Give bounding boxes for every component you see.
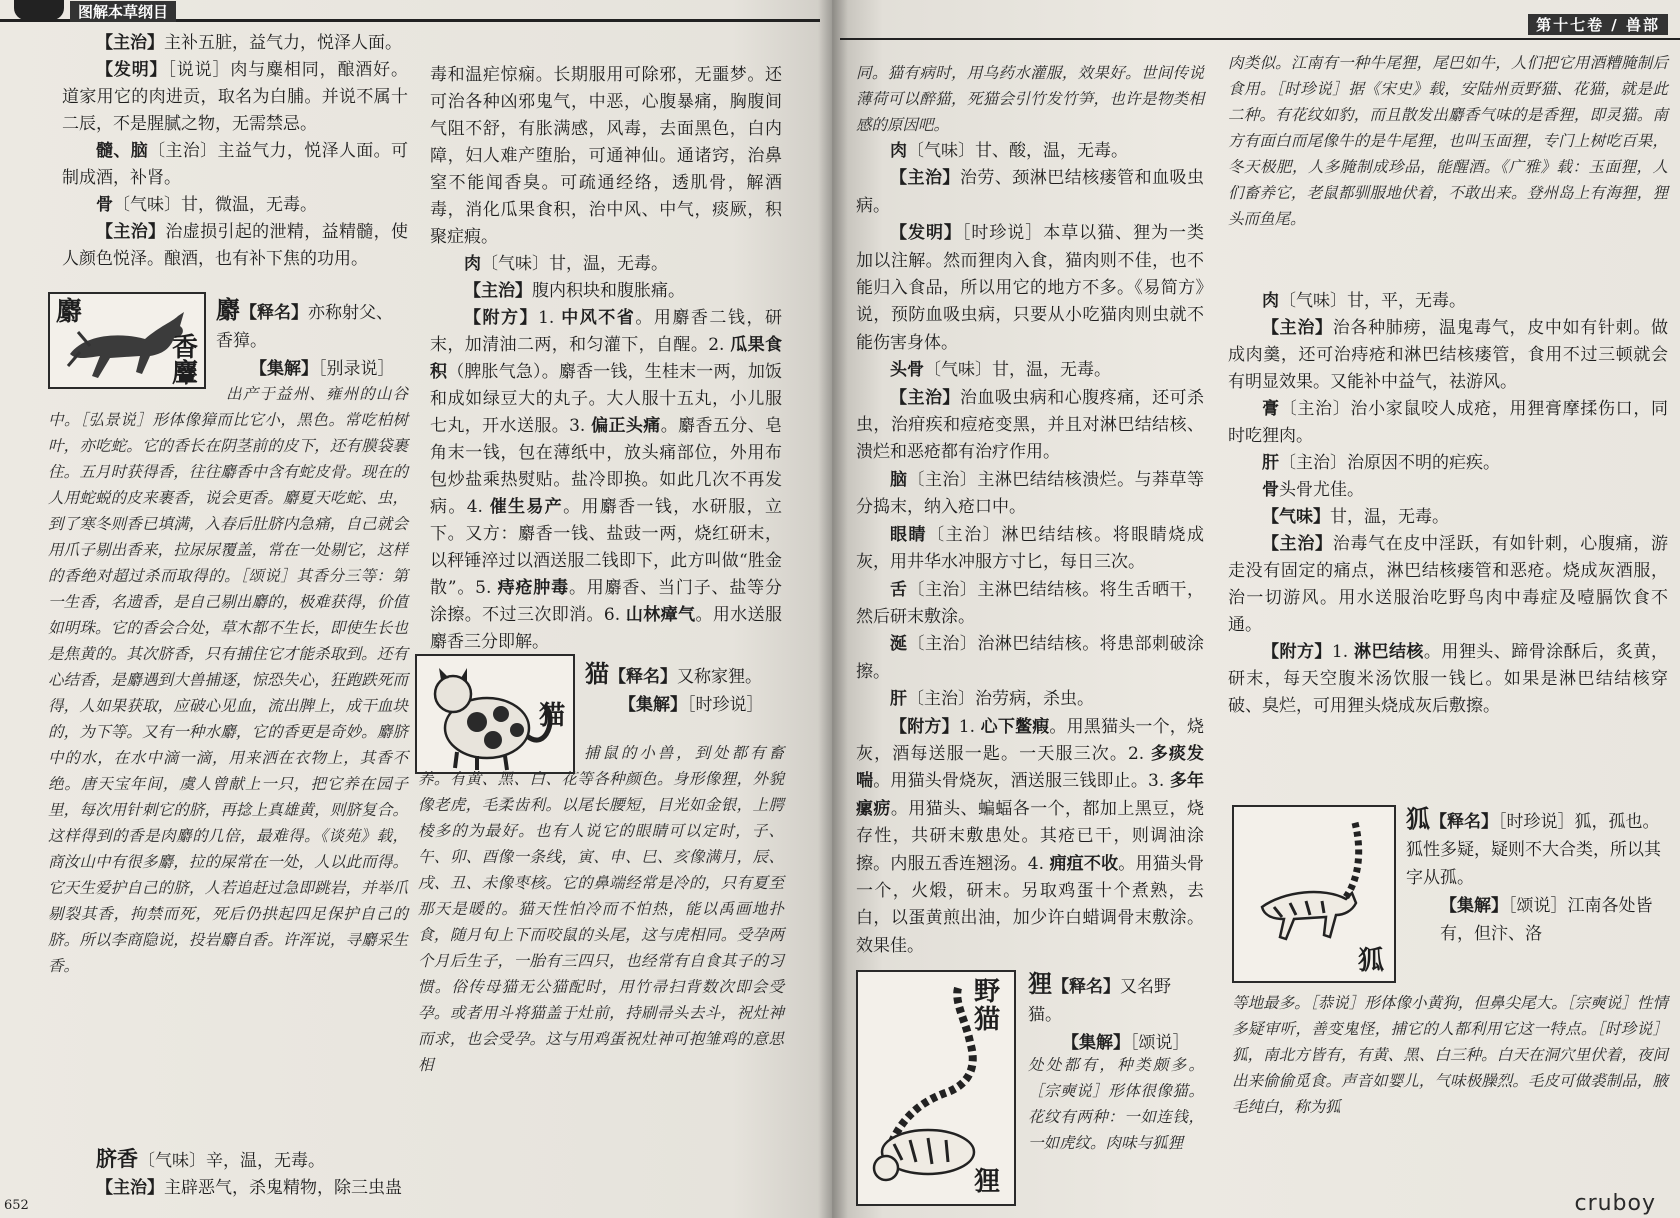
paragraph: 肝〔主治〕治劳病，杀虫。 — [890, 689, 1094, 710]
paragraph: 脑〔主治〕主淋巴结结核溃烂。与莽草等分捣末，纳入疮口中。 — [856, 469, 1205, 518]
fox-fig-label: 狐 — [1358, 946, 1385, 976]
left-col1-top-paragraphs — [62, 30, 408, 273]
page-number: 652 — [4, 1198, 29, 1213]
right-page — [832, 0, 1680, 1218]
cat-fig-label: 猫 — [539, 701, 566, 731]
fox-entry-text: 狐【释名】［时珍说］狐，孤也。狐性多疑，疑则不大合类，所以其字从孤。 — [1406, 804, 1661, 888]
musk-fig-label-2: 香 — [172, 333, 199, 363]
paragraph: 毒和温疟惊痫。长期服用可除邪，无噩梦。还可治各种凶邪鬼气，中恶，心腹暴痛，胸腹间气阻不舒，有胀满感，风毒，去面黑色，白内障，妇人难产堕胎，可通神仙。通诸窍，治鼻窒不能闻香臭。可疏通经络，透肌骨，解酒毒，消化瓜果食积，治中风、中气，痰厥，积聚症瘕。 — [430, 65, 782, 247]
cat-jijie: 【集解】［时珍说］ — [619, 695, 764, 715]
paragraph: 涎〔主治〕治淋巴结结核。将患部刺破涂擦。 — [856, 634, 1205, 682]
paragraph: 肉〔气味〕甘、酸，温，无毒。 — [890, 141, 1128, 161]
paragraph: 脐香〔气味〕辛，温，无毒。 — [96, 1146, 325, 1171]
fox-figure — [1232, 805, 1396, 983]
paragraph: 【发明】［时珍说］本草以猫、狸为一类加以注解。然而狸肉入食，猫肉则不佳，也不能归入食品，所以用它的地方不多。《易简方》说，预防血吸虫病，只要从小吃猫肉则虫就不能伤害身体。 — [856, 223, 1205, 353]
wildcat-description: 处处都有，种类颇多。［宗奭说］形体很像猫。花纹有两种：一如连钱，一如虎纹。肉味与狐狸 — [1028, 1056, 1204, 1152]
wildcat-fig-label-1: 野 — [974, 977, 1001, 1007]
musk-fig-label-3: 麞 — [172, 359, 199, 389]
paragraph: 【主治】治毒气在皮中淫跃，有如针刺，心腹痛，游走没有固定的痛点，淋巴结核瘘管和恶疮。烧成灰酒服，治一切游风。用水送服治吃野鸟肉中毒症及噎膈饮食不通。 — [1228, 534, 1669, 635]
cat-entry-text: 猫【释名】又称家狸。 — [585, 659, 762, 688]
musk-description: 出产于益州、雍州的山谷中。［弘景说］形体像獐而比它小，黑色。常吃柏树叶，亦吃蛇。它的香长在阴茎前的皮下，还有膜袋裹住。五月时获得香，往往麝香中含有蛇皮骨。现在的人用蛇蜕的皮来裹香，说会更香。麝夏天吃蛇、虫，到了寒冬则香已填满，入春后肚脐内急痛，自己就会用爪子剔出香来，拉尿尿覆盖，常在一处剔它，这样的香绝对超过杀而取得的。［颂说］其香分三等：第一生香，名遗香，是自己剔出麝的，极难获得，价值如明珠。它的香会合处，草木都不生长，即使生长也是焦黄的。其次脐香，只有捕住它才能杀取到。还有心结香，是麝遇到大兽捕逐，惊恐失心，狂跑跌死而得，人如果获取，应破心见血，流出脾上，成干血块的，为下等。又有一种水麝，它的香更是奇妙。麝脐中的水，在水中滴一滴，用来洒在衣物上，其香不绝。唐天宝年间，虞人曾献上一只，把它养在园子里，每次用针刺它的脐，再捻上真雄黄，则脐复合。这样得到的香是肉麝的几倍，最难得。《谈苑》载，商汝山中有很多麝，拉的屎常在一处，人以此而得。它天生爱护自己的脐，人若追赶过急即跳岩，并举爪剔裂其香，拘禁而死，死后仍拱起四足保护自己的脐。所以李商隐说，投岩麝自香。许浑说，寻麝采生香。 — [48, 385, 408, 975]
right-col2-paragraphs — [1228, 288, 1668, 720]
right-header-title: 第十七卷 / 兽部 — [1528, 14, 1668, 35]
wildcat-fig-label-2: 猫 — [974, 1005, 1001, 1035]
wildcat-fig-label-3: 狸 — [974, 1167, 1001, 1197]
paragraph: 【附方】1. 淋巴结核。用狸头、蹄骨涂酥后，炙黄，研末，每天空腹米汤饮服一钱匕。如果是淋巴结结核穿破、臭烂，可用狸头烧成灰后敷擦。 — [1228, 642, 1669, 716]
paragraph: 肉〔气味〕甘，温，无毒。 — [464, 254, 668, 274]
cat-description: 捕鼠的小兽，到处都有畜养。有黄、黑、白、花等各种颜色。身形像狸，外貌像老虎，毛柔齿利。以尾长腰短，目光如金银，上腭棱多的为最好。也有人说它的眼睛可以定时，子、午、卯、酉像一条线，寅、申、巳、亥像满月，辰、戌、丑、未像枣核。它的鼻端经常是冷的，只有夏至那天是暖的。猫天性怕冷而不怕热，能以禹画地扑食，随月旬上下而咬鼠的头尾，这与虎相同。受孕两个月后生子，一胎有三四只，也经常有自食其子的习惯。俗传母猫无公猫配时，用竹帚扫背数次即会受孕。或者用斗将猫盖于灶前，持刷帚头去斗，祝灶神而求，也会受孕。这与用鸡蛋祝灶神可抱雏鸡的意思相 — [418, 744, 784, 1074]
wildcat-entry-text: 狸【释名】又名野猫。 — [1028, 969, 1171, 1025]
paragraph: 骨〔气味〕甘，微温，无毒。 — [96, 195, 317, 215]
fox-description: 等地最多。［恭说］形体像小黄狗，但鼻尖尾大。［宗奭说］性情多疑审听，善变鬼怪，捕它的人都利用它这一特点。［时珍说］狐，南北方皆有，有黄、黑、白三种。白天在洞穴里伏着，夜间出来偷偷觅食。声音如婴儿，气味极臊烈。毛皮可做裘制品，腋毛纯白，称为狐 — [1232, 994, 1668, 1116]
paragraph: 【主治】治血吸虫病和心腹疼痛，还可杀虫，治疳疾和痘疮变黑，并且对淋巴结结核、溃烂和恶疮都有治疗作用。 — [856, 387, 1205, 463]
right-running-header — [840, 12, 1680, 40]
header-ornament — [14, 0, 64, 20]
wildcat-figure — [856, 970, 1016, 1206]
musk-entry-head — [216, 296, 408, 383]
paragraph: 【主治】治各种肺痨，温鬼毒气，皮中如有针刺。做成肉羹，还可治痔疮和淋巴结核瘘管，食用不过三顿就会有明显效果。又能补中益气，祛游风。 — [1228, 318, 1669, 392]
musk-entry-text: 麝【释名】亦称射父、香獐。 — [216, 295, 393, 351]
paragraph: 【主治】主辟恶气，杀鬼精物，除三虫蛊 — [96, 1178, 402, 1198]
paragraph: 【附方】1. 心下鳖瘕。用黑猫头一个，烧灰，酒每送服一匙。一天服三次。2. 多痰发喘。用猫头骨烧灰，酒送服三钱即止。3. 多年瘰疬。用猫头、蝙蝠各一个，都加上黑豆，烧存性，共研末敷患处。其疮已干，则调油涂擦。内服五香连翘汤。4. 痈疽不收。用猫头骨一个，火煅，研末。另取鸡蛋十个煮熟，去白，以蛋黄煎出油，加少许白蜡调骨末敷涂。效果佳。 — [856, 716, 1205, 956]
fox-jijie: 【集解】［颂说］江南各处皆有，但汴、洛 — [1440, 896, 1653, 944]
left-col1-bottom-paragraphs — [62, 1145, 408, 1202]
left-page — [0, 0, 832, 1218]
watermark: cruboy — [1574, 1191, 1656, 1216]
paragraph: 肝〔主治〕治原因不明的疟疾。 — [1262, 453, 1500, 473]
paragraph: 【主治】主补五脏，益气力，悦泽人面。 — [96, 33, 402, 53]
paragraph: 眼睛〔主治〕淋巴结结核。将眼睛烧成灰，用井华水冲服方寸匕，每日三次。 — [856, 524, 1204, 573]
left-col2-top — [430, 62, 782, 656]
musk-fig-label-1: 麝 — [56, 297, 83, 327]
left-col2-paragraphs — [430, 62, 782, 656]
right-col1-note: 同。猫有病时，用乌药水灌服，效果好。世间传说薄荷可以醉猫，死猫会引竹发竹笋，也许是物类相感的原因吧。 — [856, 64, 1204, 134]
paragraph: 膏〔主治〕治小家鼠咬人成疮，用狸膏摩揉伤口，同时吃狸肉。 — [1228, 399, 1669, 446]
wildcat-jijie: 【集解】［颂说］ — [1062, 1033, 1190, 1053]
cat-entry-head — [585, 660, 785, 719]
right-col2-note: 肉类似。江南有一种牛尾狸，尾巴如牛，人们把它用酒糟腌制后食用。［时珍说］据《宋史》载，安陆州贡野猫、花猫，就是此二种。有花纹如豹，而且散发出麝香气味的是香狸，即灵猫。南方有面白而尾像牛的是牛尾狸，也叫玉面狸，专门上树吃百果，冬天极肥，人多腌制成珍品，能醒酒。《广雅》载：玉面狸，人们畜养它，老鼠都驯服地伏着，不敢出来。登州岛上有海狸，狸头而鱼尾。 — [1228, 54, 1668, 228]
left-col1-top — [62, 30, 408, 273]
musk-deer-figure — [48, 292, 206, 389]
left-col1-bottom — [62, 1145, 408, 1202]
right-col1-paragraphs — [856, 138, 1204, 960]
paragraph: 【主治】腹内积块和腹胀痛。 — [464, 281, 685, 301]
paragraph: 舌〔主治〕主淋巴结结核。将生舌晒干，然后研末敷涂。 — [856, 579, 1205, 627]
paragraph: 头骨〔气味〕甘，温，无毒。 — [890, 360, 1111, 381]
paragraph: 【主治】治虚损引起的泄精，益精髓，使人颜色悦泽。酿酒，也有补下焦的功用。 — [62, 222, 409, 269]
paragraph: 肉〔气味〕甘，平，无毒。 — [1262, 291, 1466, 311]
left-running-header — [0, 0, 820, 22]
paragraph: 【气味】甘，温，无毒。 — [1262, 507, 1449, 527]
right-col2 — [1228, 288, 1668, 720]
right-col1 — [856, 138, 1204, 960]
left-header-title: 图解本草纲目 — [70, 1, 176, 22]
paragraph: 髓、脑〔主治〕主益气力，悦泽人面。可制成酒，补肾。 — [62, 141, 409, 188]
paragraph: 【附方】1. 中风不省。用麝香二钱，研末，加清油二两，和匀灌下，自醒。2. 瓜果食积（脾胀气急）。麝香一钱，生桂末一两，加饭和成如绿豆大的丸子。大人服十五丸，小儿服七丸，开水送服。3. 偏正头痛。麝香五分、皂角末一钱，包在薄纸中，放头痛部位，外用布包炒盐乘热熨贴。盐冷即换。如此几次不再发病。4. 催生易产。用麝香一钱，水研服，立下。又方：麝香一钱、盐豉一两，烧红研末，以秤锤淬过以酒送服二钱即下，此方叫做“胜金散”。5. 痔疮肿毒。用麝香、当门子、盐等分涂擦。不过三次即消。6. 山林瘴气。用水送服麝香三分即解。 — [430, 308, 783, 652]
wildcat-entry-head — [1028, 970, 1204, 1057]
book-gutter — [818, 0, 848, 1218]
paragraph: 【发明】［说说］肉与麋相同，酿酒好。道家用它的肉进贡，取名为白脯。并说不属十二辰，不是腥腻之物，无需禁忌。 — [62, 60, 409, 134]
paragraph: 【主治】治劳、颈淋巴结核瘘管和血吸虫病。 — [856, 168, 1205, 216]
musk-jijie: 【集解】［别录说］ — [250, 359, 395, 379]
fox-entry-head — [1406, 805, 1668, 948]
paragraph: 骨头骨尤佳。 — [1262, 480, 1364, 500]
